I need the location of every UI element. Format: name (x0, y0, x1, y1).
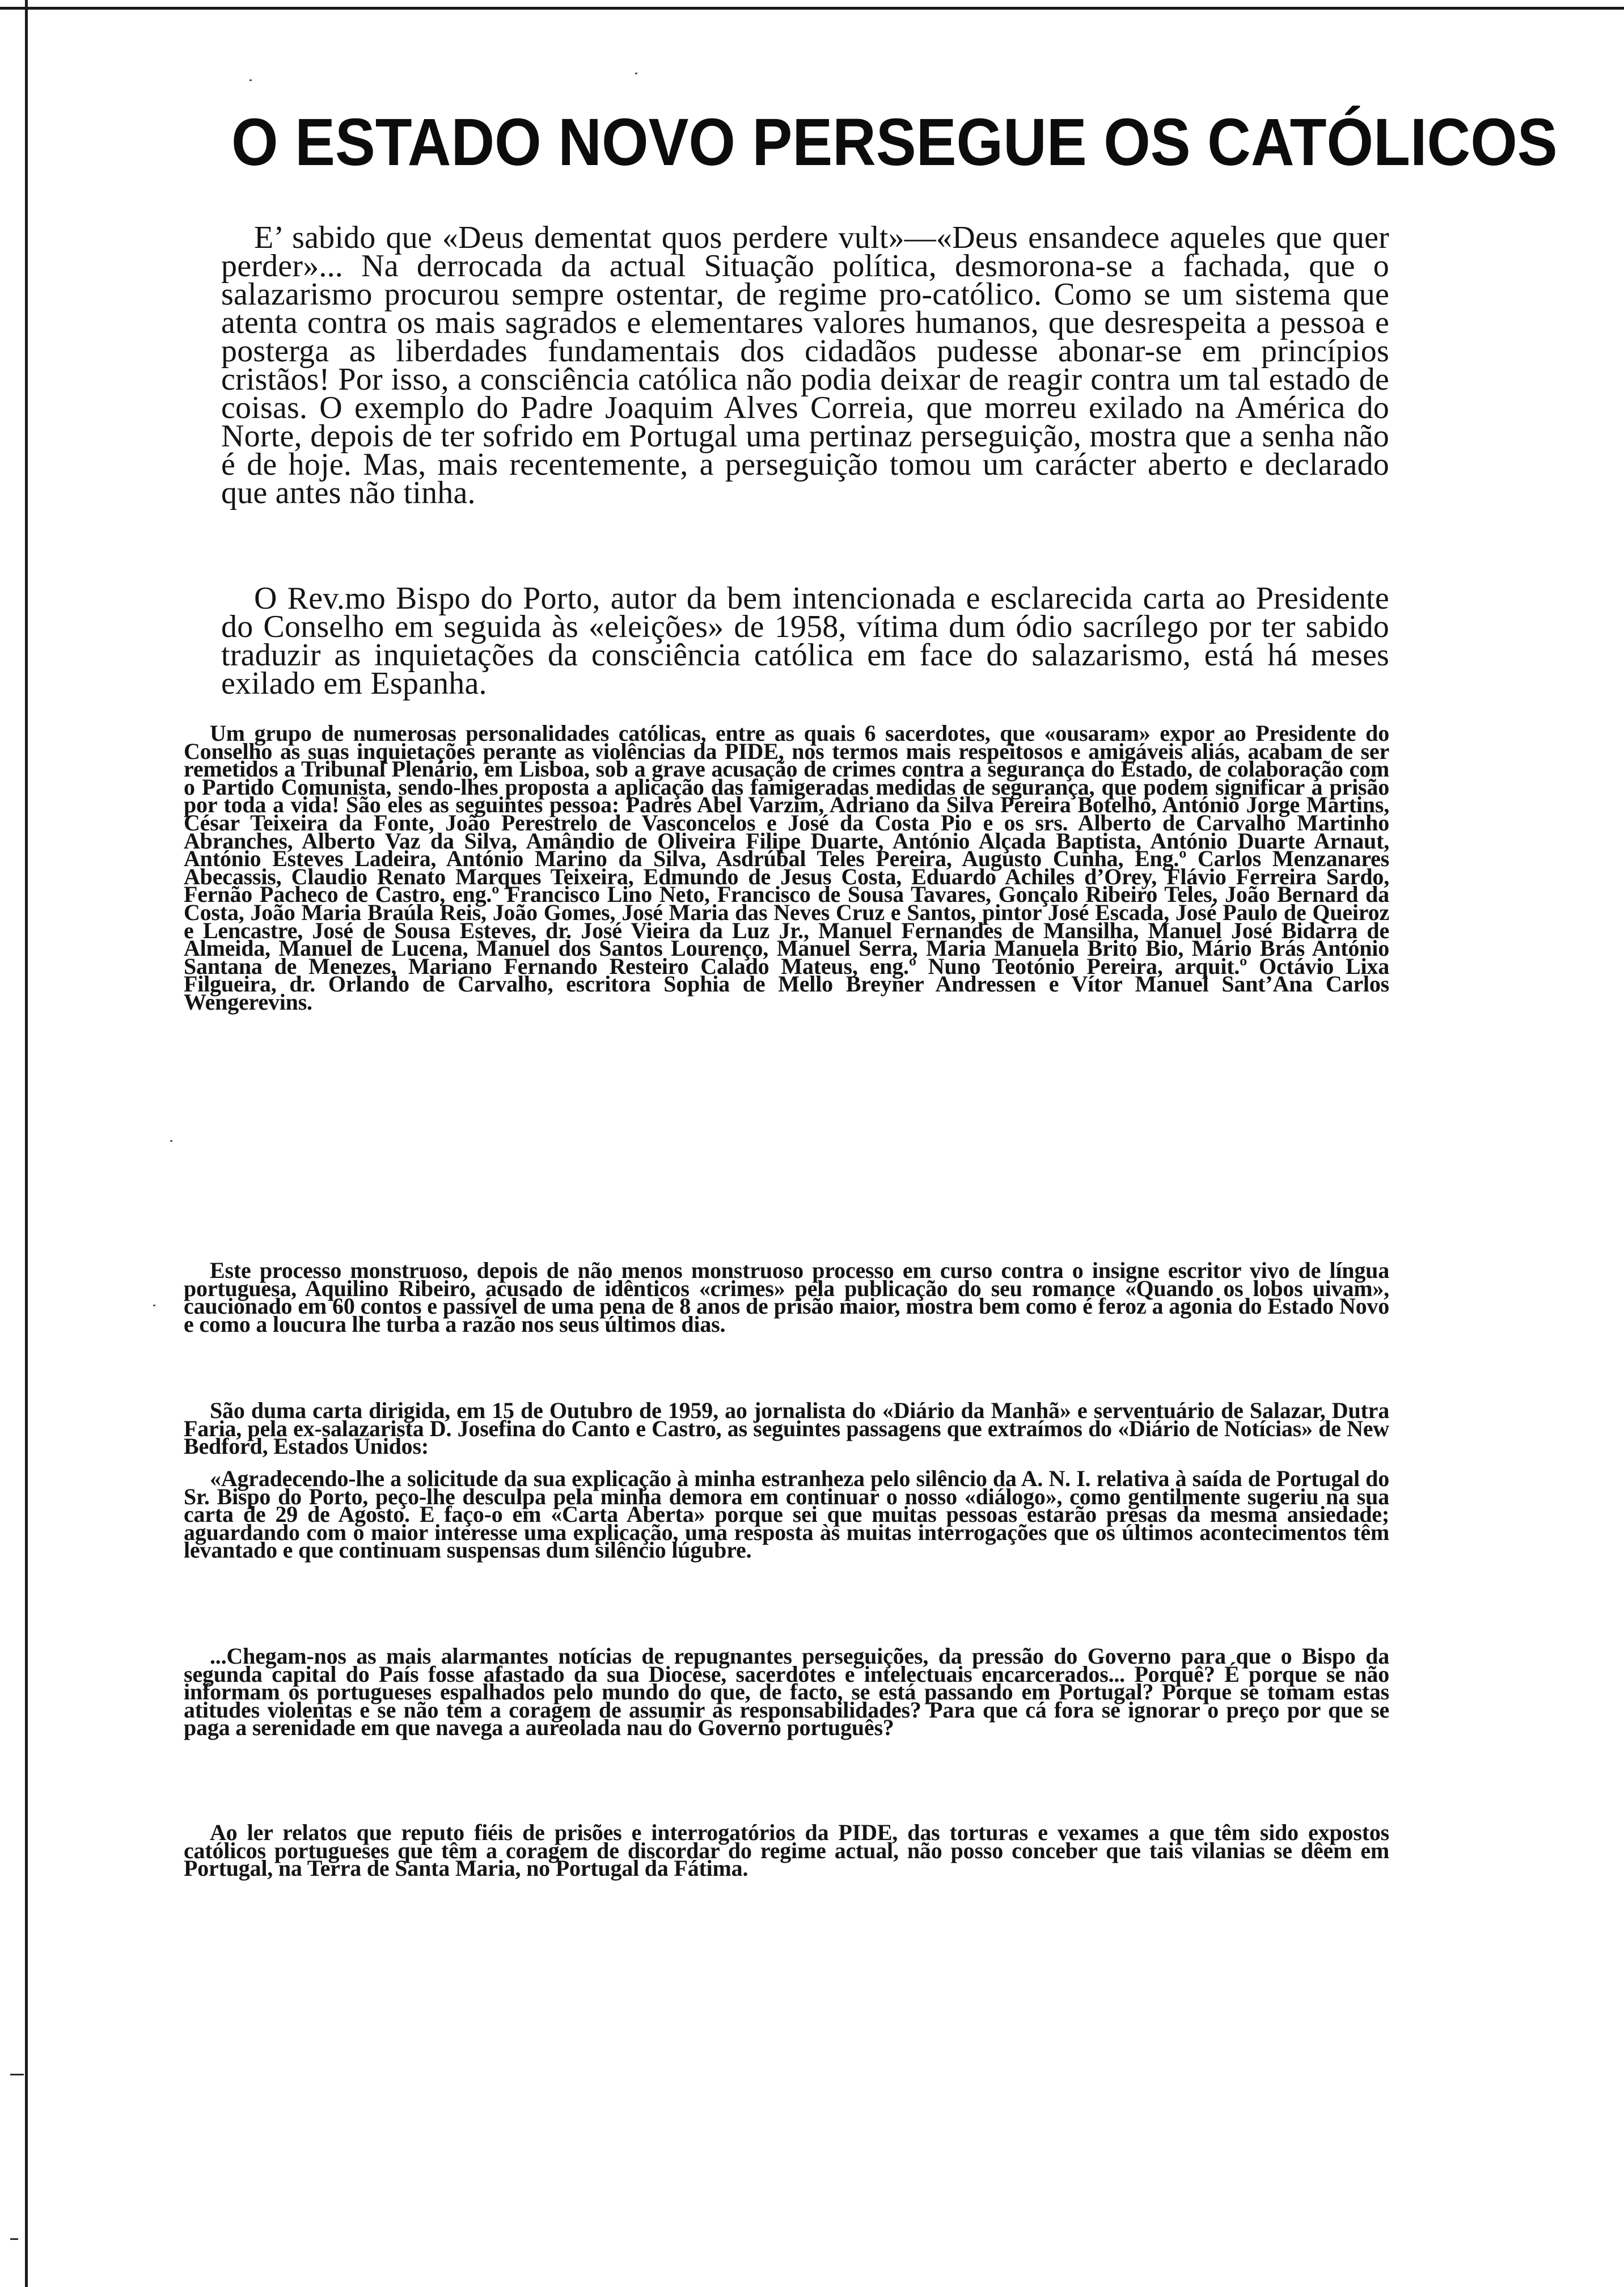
scan-speck (635, 73, 637, 74)
page-left-border (25, 0, 28, 2287)
paragraph-letter-intro: São duma carta dirigida, em 15 de Outubro de 1959, ao jornalista do «Diário da Manhã» e serventuário de Salazar, Dutra Faria, pela ex-salazarista D. Josefina do Canto e Castro, as seguintes passagens que extraímos do «Diário de Notícias» de New Bedford, Estados Unidos: (184, 1398, 1389, 1459)
margin-mark (10, 2238, 18, 2240)
scan-speck (170, 1140, 172, 1142)
page-title: O ESTADO NOVO PERSEGUE OS CATÓLICOS (231, 105, 1558, 180)
paragraph-catholic-group: Um grupo de numerosas personalidades católicas, entre as quais 6 sacerdotes, que «ousaram» expor ao Presidente do Conselho as suas inquietações perante as violências da PIDE, nos termos mais respeitosos e amigáveis aliás, acabam de ser remetidos a Tribunal Plenário, em Lisboa, sob a grave acusação de crimes contra a segurança do Estado, de colaboração com o Partido Comunista, sendo-lhes proposta a aplicação das famigeradas medidas de segurança, que podem significar a prisão por toda a vida! São eles as seguintes pessoa: Padres Abel Varzim, Adriano da Silva Pereira Botelho, António Jorge Martins, César Teixeira da Fonte, João Perestrelo de Vasconcelos e José da Costa Pio e os srs. Alberto de Carvalho Martinho Abranches, Alberto Vaz da Silva, Amândio de Oliveira Filipe Duarte, António Alçada Baptista, António Duarte Arnaut, António Esteves Ladeira, António Marino da Silva, Asdrúbal Teles Pereira, Augusto Cunha, Eng.º Carlos Menzanares Abecassis, Claudio Renato Marques Teixeira, Edmundo de Jesus Costa, Eduardo Achiles d’Orey, Flávio Ferreira Sardo, Fernão Pacheco de Castro, eng.º Francisco Lino Neto, Francisco de Sousa Tavares, Gonçalo Ribeiro Teles, João Bernard da Costa, João Maria Braúla Reis, João Gomes, José Maria das Neves Cruz e Santos, pintor José Escada, José Paulo de Queiroz e Lencastre, José de Sousa Esteves, dr. José Vieira da Luz Jr., Manuel Fernandes de Mansilha, Manuel José Bidarra de Almeida, Manuel de Lucena, Manuel dos Santos Lourenço, Manuel Serra, Maria Manuela Brito Bio, Mário Brás António Santana de Menezes, Mariano Fernando Resteiro Calado Mateus, eng.º Nuno Teotónio Pereira, arquit.º Octávio Lixa Filgueira, dr. Orlando de Carvalho, escritora Sophia de Mello Breyner Andressen e Vítor Manuel Sant’Ana Carlos Wengerevins. (184, 720, 1389, 1015)
scan-speck (153, 1305, 155, 1306)
paragraph-intro: E’ sabido que «Deus dementat quos perdere vult»—«Deus ensandece aqueles que quer perder»... Na derrocada da actual Situação política, desmorona-se a fachada, que o salazarismo procurou sempre ostentar, de regime pro-católico. Como se um sistema que atenta contra os mais sagrados e elementares valores humanos, que desrespeita a pessoa e posterga as liberdades fundamentais dos cidadãos pudesse abonar-se em princípios cristãos! Por isso, a consciência católica não podia deixar de reagir contra um tal estado de coisas. O exemplo do Padre Joaquim Alves Correia, que morreu exilado na América do Norte, depois de ter sofrido em Portugal uma pertinaz perseguição, mostra que a senha não é de hoje. Mas, mais recentemente, a perseguição tomou um carácter aberto e declarado que antes não tinha. (221, 220, 1389, 510)
quote-paragraph-2: ...Chegam-nos as mais alarmantes notícias de repugnantes perseguições, da pressão do Governo para que o Bispo da segunda capital do País fosse afastado da sua Diocese, sacerdotes e intelectuais encarcerados... Porquê? É porque se não informam os portugueses espalhados pelo mundo do que, de facto, se está passando em Portugal? Porque se tomam estas atitudes violentas e se não tem a coragem de assumir as responsabilidades? Para que cá fora se ignorar o preço por que se paga a serenidade em que navega a aureolada nau do Governo português? (184, 1643, 1389, 1741)
page-top-border (0, 7, 1624, 10)
scan-speck (249, 79, 252, 81)
margin-mark (10, 2074, 24, 2075)
quote-paragraph-1: «Agradecendo-lhe a solicitude da sua explicação à minha estranheza pelo silêncio da A. N. I. relativa à saída de Portugal do Sr. Bispo do Porto, peço-lhe desculpa pela minha demora em continuar o nosso «diálogo», como gentilmente sugeriu na sua carta de 29 de Agosto. E faço-o em «Carta Aberta» porque sei que muitas pessoas estarão presas da mesma ansiedade; aguardando com o maior interesse uma explicação, uma resposta às muitas interrogações que os últimos acontecimentos têm levantado e que continuam suspensas dum silêncio lúgubre. (184, 1466, 1389, 1563)
paragraph-bishop: O Rev.mo Bispo do Porto, autor da bem intencionada e esclarecida carta ao Presidente do Conselho em seguida às «eleições» de 1958, vítima dum ódio sacrílego por ter sabido traduzir as inquietações da consciência católica em face do salazarismo, está há meses exilado em Espanha. (221, 581, 1389, 701)
quote-paragraph-3: Ao ler relatos que reputo fiéis de prisões e interrogatórios da PIDE, das torturas e vexames a que têm sido expostos católicos portugueses que têm a coragem de discordar do regime actual, não posso conceber que tais vilanias se dêem em Portugal, na Terra de Santa Maria, no Portugal da Fátima. (184, 1820, 1389, 1881)
paragraph-aquilino: Este processo monstruoso, depois de não menos monstruoso processo em curso contra o insigne escritor vivo de língua portuguesa, Aquilino Ribeiro, acusado de idênticos «crimes» pela publicação do seu romance «Quando os lobos uivam», caucionado em 60 contos e passível de uma pena de 8 anos de prisão maior, mostra bem como é feroz a agonia do Estado Novo e como a loucura lhe turba a razão nos seus últimos dias. (184, 1258, 1389, 1337)
